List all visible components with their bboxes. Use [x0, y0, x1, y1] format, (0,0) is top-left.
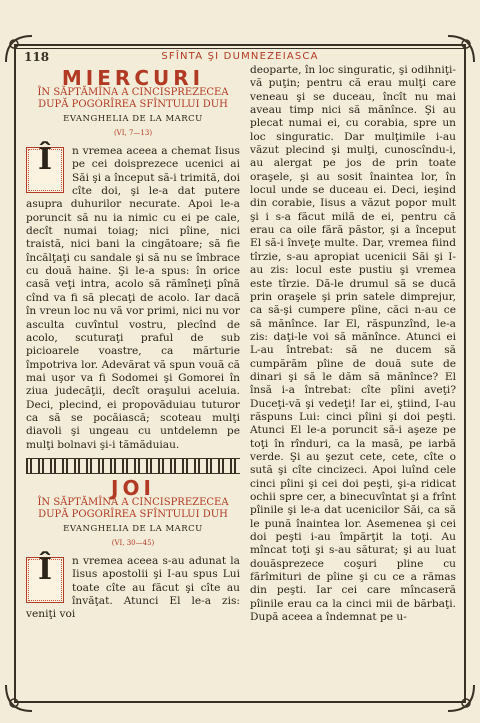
thursday-gospel-label: EVANGHELIA DE LA MARCU	[63, 524, 203, 535]
thursday-subtitle-2: DUPĂ POGORÎREA SFÎNTULUI DUH	[38, 508, 228, 520]
wednesday-subtitle-1: ÎN SĂPTĂMÎNA A CINCISPREZECEA	[37, 87, 229, 99]
frame-bottom-border	[14, 701, 466, 703]
frame-left-border	[14, 44, 16, 703]
page-number: 118	[24, 50, 50, 64]
wednesday-gospel-label: EVANGHELIA DE LA MARCU	[63, 114, 203, 125]
thursday-gospel-text: n vremea aceea s-au adunat la Iisus apostolii şi I-au spus Lui toate cîte au făcut şi cîte au învăţat. Atunci El le-a zis: veniţi voi	[26, 554, 240, 621]
right-column-text: deoparte, în loc singuratic, şi odihniţi-vă puţin; pentru că erau mulţi care veneau şi se duceau, încît nu mai aveau timp nici să mănînce. Şi au plecat numai ei, cu corabia, spre un loc singuratic. Dar mulţimile i-au văzut plecind şi mulţi, cunoscîndu-i, au alergat pe jos de prin toate oraşele, şi au sosit înaintea lor, în locul unde se duceau ei. Deci, ieşind din corabie, Iisus a văzut popor mult şi i s-a făcut milă de ei, pentru că erau ca oile fără păstor, şi a început El să-i înveţe multe. Dar, vremea fiind tîrzie, s-au apropiat ucenicii Săi şi I-au zis: locul este pustiu şi vremea este tîrzie. Dă-le drumul să se ducă prin oraşele şi prin satele dimprejur, ca să-şi cumpere pîine, căci n-au ce să mănînce. Iar El, răspunzînd, le-a zis: daţi-le voi să mănînce. Atunci ei L-au întrebat: să ne ducem să cumpărăm pîine de două sute de dinari şi să le dăm să mănînce? El însă i-a întrebat: cîte pîini aveţi? Duceţi-vă şi vedeţi! Iar ei, ştiind, I-au răspuns Lui: cinci pîini şi doi peşti. Atunci El le-a poruncit să-i aşeze pe toţi în rînduri, ca la masă, pe iarbă verde. Şi au şezut cete, cete, cîte o sută şi cîte cincizeci. Apoi luînd cele cinci pîini şi cei doi peşti, şi-a ridicat ochii spre cer, a binecuvîntat şi a frînt pîinile şi le-a dat ucenicilor Săi, ca să le pună înaintea lor. Asemenea şi cei doi peşti i-au împărţit la toţi. Au mîncat toţi şi s-au săturat; şi au luat douăsprezece coşuri pline cu fărîmituri de pîine şi cu ce a rămas din peşti. Iar cei care mîncaseră pîinile erau ca la cinci mii de bărbaţi. După aceea a îndemnat pe u-	[250, 64, 456, 624]
corner-ornament-icon	[446, 683, 476, 713]
corner-ornament-icon	[4, 683, 34, 713]
wednesday-dropcap-letter: Î	[37, 142, 53, 178]
thursday-dropcap-letter: Î	[37, 551, 53, 587]
section-divider	[26, 458, 240, 474]
thursday-subtitle-1: ÎN SĂPTĂMÎNA A CINCISPREZECEA	[37, 497, 229, 509]
left-column	[26, 66, 240, 622]
frame-top-inner-border	[14, 48, 466, 49]
frame-right-border	[464, 44, 466, 703]
thursday-dropcap	[26, 551, 64, 603]
frame-top-border	[14, 44, 466, 46]
thursday-title: JOI	[111, 475, 155, 500]
wednesday-gospel-text: n vremea aceea a chemat Iisus pe cei doisprezece ucenici ai Săi şi a început să-i trimită, doi cîte doi, şi le-a dat putere asupra duhurilor necurate. Apoi le-a poruncit să nu ia nimic cu ei pe cale, decît numai toiag; nici pîine, nici traistă, nici bani la cingătoare; să fie încălţaţi cu sandale şi să nu se îmbrace cu două haine. Şi le-a spus: în orice casă veţi intra, acolo să rămîneţi pînă cînd va fi să plecaţi de acolo. Iar dacă în vreun loc nu vă vor primi, nici nu vor asculta cuvîntul vostru, plecînd de acolo, scuturaţi praful de sub picioarele voastre, ca mărturie împotriva lor. Adevărat vă spun vouă că mai uşor va fi Sodomei şi Gomorei în ziua judecăţii, decît oraşului aceluia. Deci, plecind, ei propovăduiau tuturor ca să se pocăiască; scoteau mulţi diavoli şi ungeau cu untdelemn pe mulţi bolnavi şi-i tămăduiau.	[26, 145, 240, 451]
running-title: SFÎNTA ŞI DUMNEZEIASCA	[161, 51, 319, 62]
right-column	[250, 64, 456, 624]
wednesday-reference: (VI, 7—13)	[113, 128, 153, 137]
wednesday-dropcap	[26, 142, 64, 193]
wednesday-title: MIERCURI	[61, 66, 205, 90]
wednesday-subtitle-2: DUPĂ POGORÎREA SFÎNTULUI DUH	[38, 98, 228, 110]
thursday-reference: (VI, 30—45)	[111, 538, 155, 547]
